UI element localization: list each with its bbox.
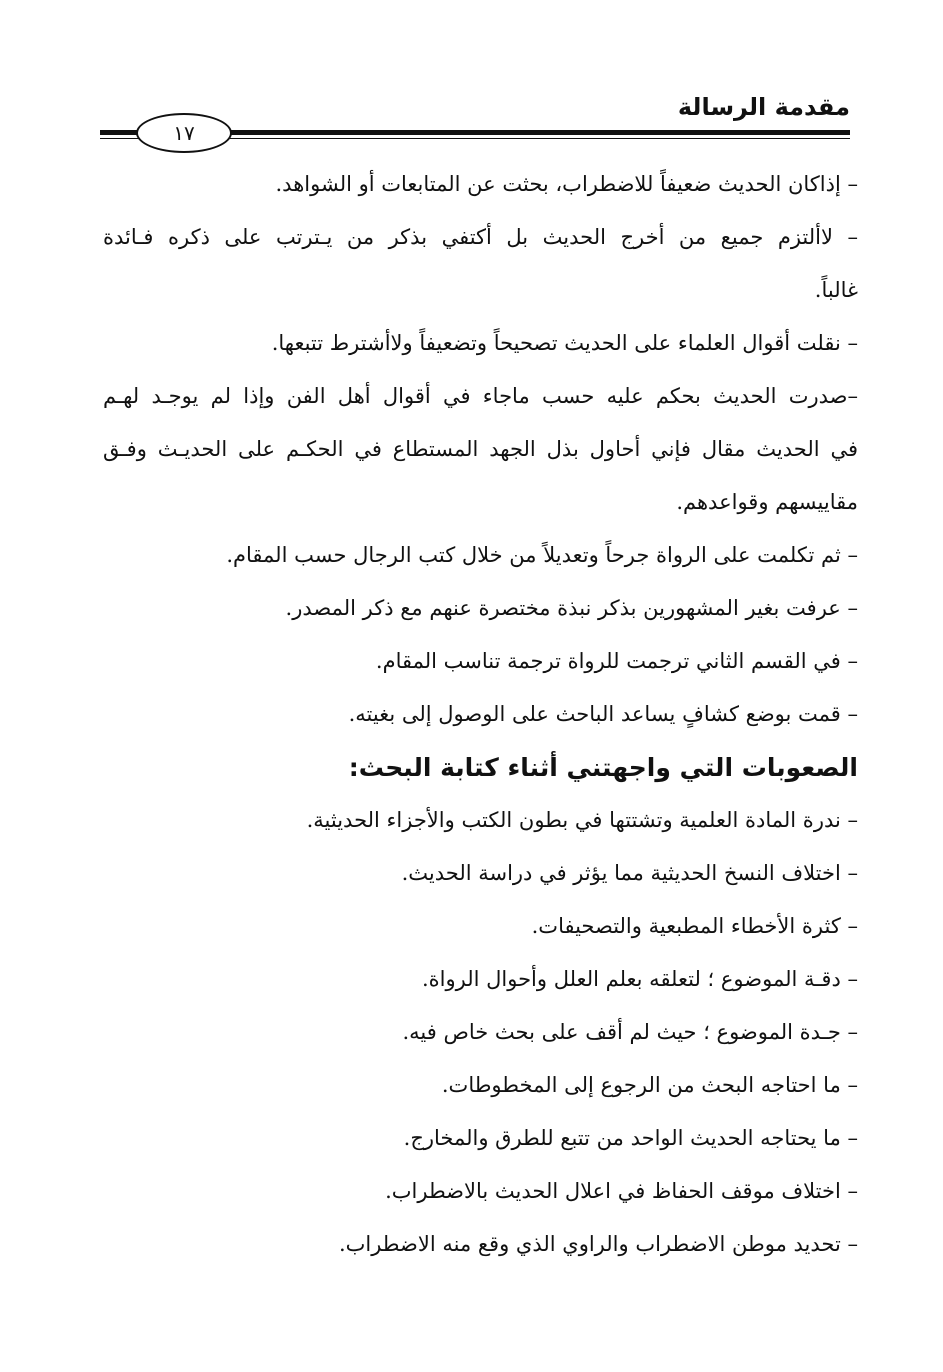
text-line: – لاألتزم جميع من أخرج الحديث بل أكتفي بذكر من يـترتب على ذكره فـائدة: [103, 225, 858, 249]
text-line: – ثم تكلمت على الرواة جرحاً وتعديلاً من خلال كتب الرجال حسب المقام.: [226, 543, 858, 567]
text-line: – ما احتاجه البحث من الرجوع إلى المخطوطات.: [441, 1073, 858, 1097]
text-line: –صدرت الحديث بحكم عليه حسب ماجاء في أقوال أهل الفن وإذا لم يوجـد لهـم: [103, 384, 858, 408]
text-line: – اختلاف موقف الحفاظ في اعلال الحديث بالاضطراب.: [385, 1179, 858, 1203]
text-line: في الحديث مقال فإني أحاول بذل الجهد المستطاع في الحكـم على الحديـث وفـق: [103, 437, 858, 461]
text-line: – نقلت أقوال العلماء على الحديث تصحيحاً وتضعيفاً ولاأشترط تتبعها.: [271, 331, 858, 355]
section-heading: الصعوبات التي واجهتني أثناء كتابة البحث:: [348, 753, 858, 782]
page-header: [100, 85, 850, 155]
text-line: – دقـة الموضوع ؛ لتعلقه بعلم العلل وأحوال الرواة.: [421, 967, 858, 991]
text-line: – عرفت بغير المشهورين بذكر نبذة مختصرة عنهم مع ذكر المصدر.: [285, 596, 858, 620]
text-line: – جـدة الموضوع ؛ حيث لم أقف على بحث خاص فيه.: [402, 1020, 858, 1044]
text-line: – ندرة المادة العلمية وتشتتها في بطون الكتب والأجزاء الحديثية.: [306, 808, 858, 832]
page-number: ١٧: [136, 113, 232, 153]
text-line: – قمت بوضع كشافٍ يساعد الباحث على الوصول إلى بغيته.: [348, 702, 858, 726]
header-rule-left-thin: [100, 138, 140, 139]
text-line: – في القسم الثاني ترجمت للرواة ترجمة تناسب المقام.: [375, 649, 858, 673]
header-rule-thin: [230, 138, 850, 139]
text-line: مقاييسهم وقواعدهم.: [676, 490, 858, 514]
header-rule: [230, 130, 850, 135]
text-line: – اختلاف النسخ الحديثية مما يؤثر في دراسة الحديث.: [401, 861, 858, 885]
text-line: – كثرة الأخطاء المطبعية والتصحيفات.: [531, 914, 858, 938]
page-body: [103, 158, 858, 1271]
running-title: مقدمة الرسالة: [677, 93, 850, 121]
text-line: – تحديد موطن الاضطراب والراوي الذي وقع منه الاضطراب.: [338, 1232, 858, 1256]
header-rule-left: [100, 130, 140, 135]
text-line: – ما يحتاجه الحديث الواحد من تتبع للطرق والمخارج.: [403, 1126, 858, 1150]
text-line: غالباً.: [814, 278, 858, 302]
text-line: – إذاكان الحديث ضعيفاً للاضطراب، بحثت عن المتابعات أو الشواهد.: [275, 172, 858, 196]
